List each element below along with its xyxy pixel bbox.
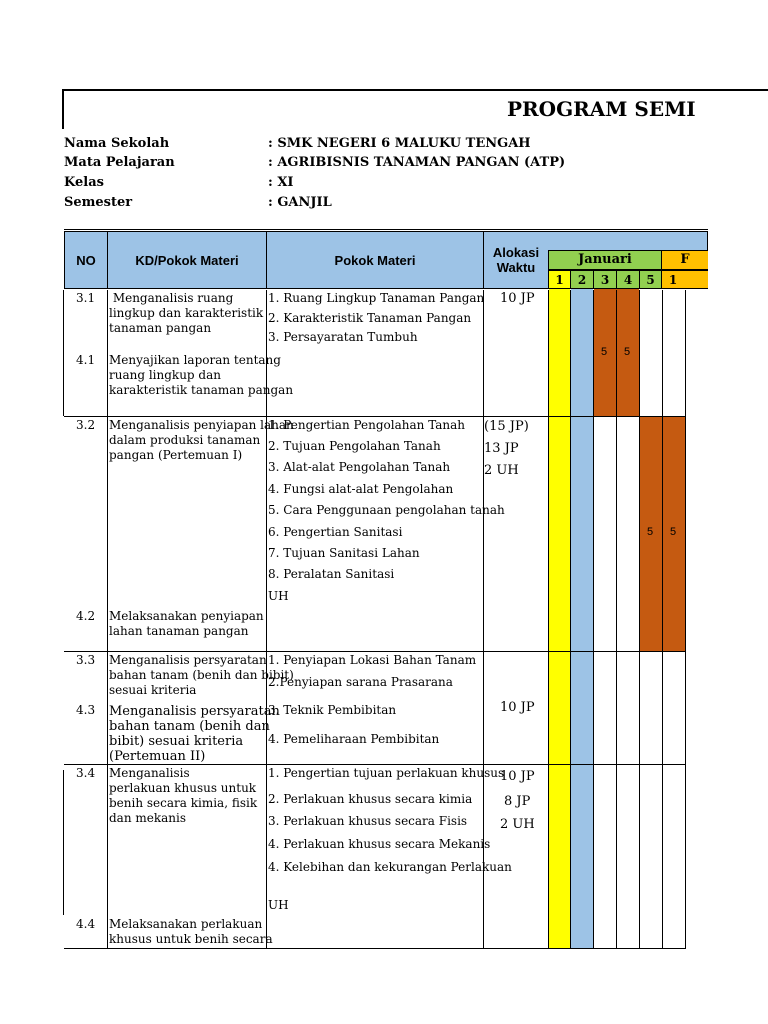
- row3-no-a: 3.3: [76, 653, 96, 667]
- row-separator: [64, 416, 686, 417]
- row2-pokok-6: 6. Pengertian Sanitasi: [268, 525, 403, 539]
- gridline: [662, 290, 663, 949]
- row2-no-b: 4.2: [76, 609, 96, 623]
- row-separator: [64, 651, 686, 652]
- header-no: NO: [64, 231, 108, 289]
- row1-alokasi: 10 JP: [500, 291, 535, 306]
- gridline: [63, 770, 64, 915]
- month-next: F: [661, 250, 708, 270]
- row4-kd-b: Melaksanakan perlakuan khusus untuk benih secara: [109, 917, 273, 946]
- row2-pokok-4: 4. Fungsi alat-alat Pengolahan: [268, 482, 454, 496]
- row2-no-a: 3.2: [76, 418, 96, 432]
- header-calendar-band: [548, 231, 708, 251]
- row2-mark-week5: 5: [647, 526, 654, 538]
- row4-alokasi-2: 8 JP: [504, 794, 531, 809]
- row2-kd-b: Melaksanakan penyiapan lahan tanaman pangan: [109, 609, 264, 638]
- week1-column-fill: [549, 289, 570, 949]
- row1-mark-week4: 5: [624, 346, 631, 358]
- gridline: [570, 290, 571, 949]
- row1-pokok-1: 1. Ruang Lingkup Tanaman Pangan: [268, 291, 485, 305]
- week-header-5: 5: [639, 270, 662, 289]
- row2-kd-a: Menganalisis penyiapan lahan dalam produksi tanaman pangan (Pertemuan I): [109, 418, 294, 462]
- row3-pokok-2: 2.Penyiapan sarana Prasarana: [268, 675, 453, 689]
- gridline: [639, 290, 640, 949]
- row2-alokasi-1: (15 JP): [484, 419, 529, 434]
- row1-mark-week3: 5: [601, 346, 608, 358]
- gridline: [107, 290, 108, 949]
- row2-pokok-8: 8. Peralatan Sanitasi: [268, 567, 395, 581]
- row2-pokok-5: 5. Cara Penggunaan pengolahan tanah: [268, 503, 505, 517]
- row1-kd-a: Menganalisis ruang lingkup dan karakteristik tanaman pangan: [109, 291, 264, 335]
- info-value-semester: : GANJIL: [268, 195, 332, 210]
- row2-alokasi-3: 2 UH: [484, 463, 519, 478]
- row3-no-b: 4.3: [76, 703, 96, 717]
- row1-no-a: 3.1: [76, 291, 96, 305]
- row1-kd-b: Menyajikan laporan tentang ruang lingkup dan karakteristik tanaman pangan: [109, 353, 294, 397]
- row1-pokok-3: 3. Persayaratan Tumbuh: [268, 330, 418, 344]
- row4-no-a: 3.4: [76, 766, 96, 780]
- week-header-2: 2: [570, 270, 594, 289]
- row3-pokok-3: 3. Teknik Pembibitan: [268, 703, 397, 717]
- week-header-next-2: [684, 270, 708, 289]
- row2-pokok-2: 2. Tujuan Pengolahan Tanah: [268, 439, 441, 453]
- row2-pokok-1: 1. Pengertian Pengolahan Tanah: [268, 418, 466, 432]
- gridline: [616, 290, 617, 949]
- row3-pokok-1: 1. Penyiapan Lokasi Bahan Tanam: [268, 653, 477, 667]
- header-pokok-materi: Pokok Materi: [266, 231, 484, 289]
- row3-alokasi: 10 JP: [500, 700, 535, 715]
- week-header-next-1: 1: [661, 270, 685, 289]
- row4-pokok-4: 4. Perlakuan khusus secara Mekanis: [268, 837, 491, 851]
- gridline: [593, 290, 594, 949]
- row3-kd-a: Menganalisis persyaratan bahan tanam (benih dan bibit) sesuai kriteria: [109, 653, 294, 697]
- row4-pokok-1: 1. Pengertian tujuan perlakuan khusus: [268, 766, 505, 780]
- row3-kd-b: Menganalisis persyaratan bahan tanam (benih dan bibit) sesuai kriteria (Pertemuan II): [109, 704, 280, 764]
- info-label-subject: Mata Pelajaran: [64, 155, 175, 170]
- info-label-school: Nama Sekolah: [64, 136, 170, 151]
- row1-pokok-2: 2. Karakteristik Tanaman Pangan: [268, 311, 472, 325]
- info-value-subject: : AGRIBISNIS TANAMAN PANGAN (ATP): [268, 155, 566, 170]
- row2-pokok-7: 7. Tujuan Sanitasi Lahan: [268, 546, 420, 560]
- header-kd: KD/Pokok Materi: [107, 231, 267, 289]
- row4-alokasi-3: 2 UH: [500, 817, 535, 832]
- header-alokasi-waktu: Alokasi Waktu: [483, 231, 549, 289]
- week2-column-fill: [571, 289, 593, 949]
- row-separator: [64, 948, 686, 949]
- info-value-class: : XI: [268, 175, 294, 190]
- row4-pokok-3: 3. Perlakuan khusus secara Fisis: [268, 814, 468, 828]
- row2-alokasi-2: 13 JP: [484, 441, 519, 456]
- row1-no-b: 4.1: [76, 353, 96, 367]
- row4-alokasi-1: 10 JP: [500, 769, 535, 784]
- info-value-school: : SMK NEGERI 6 MALUKU TENGAH: [268, 136, 531, 151]
- page-title: PROGRAM SEMI: [507, 97, 696, 121]
- row-separator: [64, 764, 686, 765]
- row4-pokok-2: 2. Perlakuan khusus secara kimia: [268, 792, 473, 806]
- month-januari: Januari: [548, 250, 662, 270]
- gridline: [548, 290, 549, 949]
- row4-no-b: 4.4: [76, 917, 96, 931]
- row3-pokok-4: 4. Pemeliharaan Pembibitan: [268, 732, 440, 746]
- info-label-class: Kelas: [64, 175, 104, 190]
- table-top-border: [64, 229, 708, 230]
- row2-pokok-3: 3. Alat-alat Pengolahan Tanah: [268, 460, 451, 474]
- gridline: [685, 290, 686, 949]
- row2-pokok-uh: UH: [268, 589, 289, 603]
- week-header-1: 1: [548, 270, 571, 289]
- week-header-3: 3: [593, 270, 617, 289]
- gridline: [63, 290, 64, 416]
- info-label-semester: Semester: [64, 195, 133, 210]
- week-header-4: 4: [616, 270, 640, 289]
- row2-mark-next1: 5: [670, 526, 677, 538]
- row4-kd-a: Menganalisis perlakuan khusus untuk benih secara kimia, fisik dan mekanis: [109, 766, 258, 825]
- row4-pokok-5: 4. Kelebihan dan kekurangan Perlakuan: [268, 860, 512, 874]
- row4-pokok-uh: UH: [268, 898, 289, 912]
